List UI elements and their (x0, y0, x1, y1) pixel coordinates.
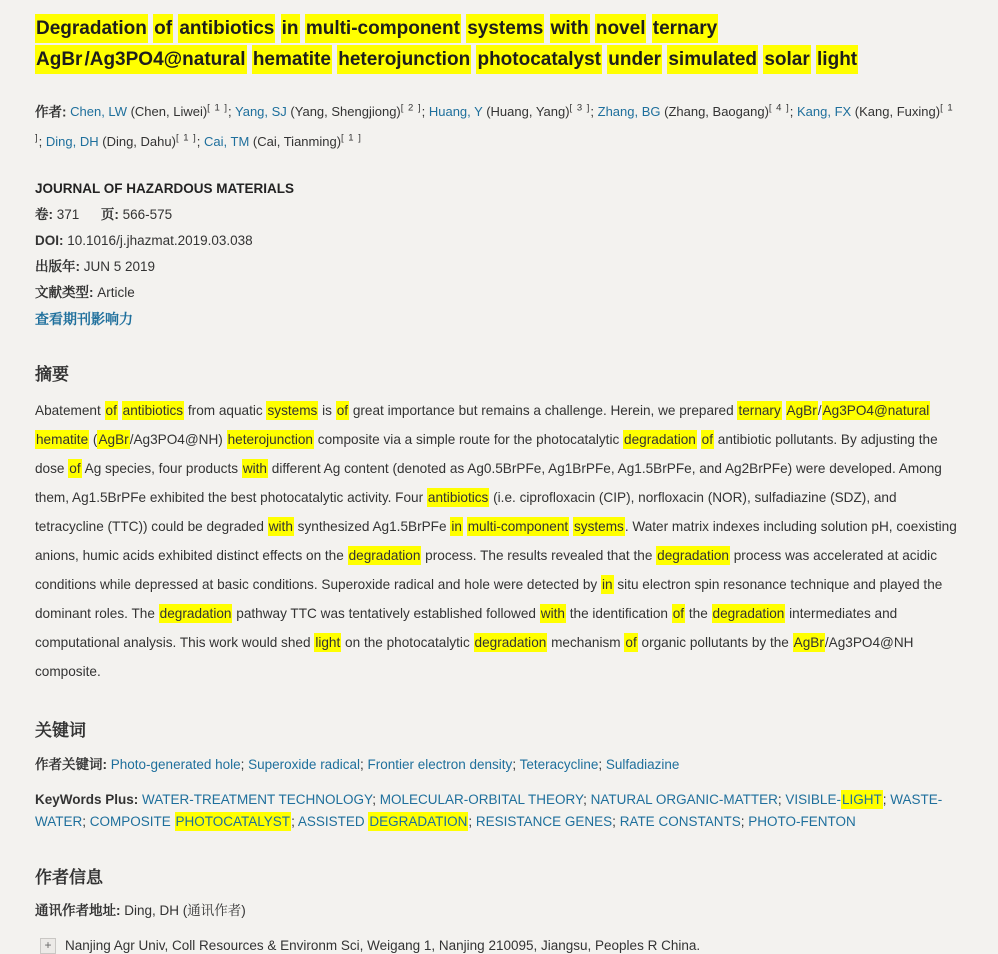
journal-name: JOURNAL OF HAZARDOUS MATERIALS (35, 180, 294, 196)
highlighted-term: systems (573, 518, 624, 534)
keyword-plus-link[interactable]: PHOTO-FENTON (748, 813, 856, 829)
keyword-plus-link[interactable]: RESISTANCE GENES (475, 813, 613, 829)
author-keyword-link[interactable]: Superoxide radical (248, 756, 360, 772)
highlighted-term: of (672, 605, 685, 621)
volume-label: 卷: (35, 206, 53, 222)
highlighted-term: /Ag3PO4@natural (83, 45, 246, 74)
highlighted-term: AgBr (793, 634, 824, 650)
highlighted-term: of (336, 402, 349, 418)
highlighted-term: ternary (738, 402, 781, 418)
author-link[interactable]: Ding, DH (45, 133, 99, 149)
keyword-plus-link[interactable]: RATE CONSTANTS (619, 813, 741, 829)
highlighted-term: with (242, 460, 267, 476)
keywords-header: 关键词 (35, 720, 86, 740)
highlighted-term: systems (466, 14, 544, 43)
journal-block (35, 181, 964, 330)
highlighted-term: heterojunction (337, 45, 471, 74)
keywords-plus-label: KeyWords Plus: (35, 791, 139, 807)
corresponding-author-value: Ding, DH (通讯作者) (124, 902, 246, 918)
highlighted-term: with (268, 518, 293, 534)
highlighted-term: degradation (348, 547, 421, 563)
volume-value: 371 (56, 206, 80, 222)
highlighted-term: light (315, 634, 341, 650)
keyword-plus-link[interactable]: NATURAL ORGANIC-MATTER (590, 791, 778, 807)
highlighted-term: multi-component (467, 518, 569, 534)
author-affiliation-sup: [ 1 ] (207, 103, 229, 114)
author-link[interactable]: Chen, LW (70, 104, 127, 120)
highlighted-term: with (540, 605, 565, 621)
highlighted-term: simulated (667, 45, 758, 74)
expand-address-button[interactable]: + (40, 938, 56, 954)
doc-type-value: Article (97, 284, 135, 300)
authors-list: Chen, LW (Chen, Liwei)[ 1 ]; Yang, SJ (Yang, Shengjiong)[ 2 ]; Huang, Y (Huang, Yang)[ 3 ]; Zhang, BG (Zhang, Baogang)[ 4 ]; Kang, FX (Kang, Fuxing)[ 1 ]; Ding, DH (Ding, Dahu)[ 1 ]; Cai, TM (Cai, Tianming)[ 1 ] (35, 103, 954, 149)
highlighted-term: of (69, 460, 81, 476)
keyword-plus-link[interactable]: COMPOSITE PHOTOCATALYST (89, 813, 291, 829)
doi-value: 10.1016/j.jhazmat.2019.03.038 (67, 232, 253, 248)
author-link[interactable]: Cai, TM (204, 133, 250, 149)
highlighted-term: Degradation (35, 14, 148, 43)
address-row (35, 938, 964, 954)
highlighted-term: degradation (712, 605, 785, 621)
doi-label: DOI: (35, 232, 64, 248)
doi-row (35, 231, 964, 251)
highlighted-term: multi-component (305, 14, 461, 43)
corresponding-author-row (35, 901, 964, 921)
keyword-plus-link[interactable]: WATER-TREATMENT TECHNOLOGY (142, 791, 373, 807)
author-keyword-link[interactable]: Teteracycline (519, 756, 599, 772)
corresponding-author-label: 通讯作者地址: (35, 902, 121, 918)
abstract-header: 摘要 (35, 364, 69, 384)
highlighted-term: of (153, 14, 173, 43)
pages-label: 页: (100, 206, 119, 222)
highlighted-term: LIGHT (841, 791, 882, 807)
address-text: Nanjing Agr Univ, Coll Resources & Environm Sci, Weigang 1, Nanjing 210095, Jiangsu, Peoples R China. (65, 937, 701, 953)
highlighted-term: in (281, 14, 300, 43)
highlighted-term: of (105, 402, 117, 418)
author-affiliation-sup: [ 2 ] (400, 103, 422, 114)
author-affiliation-sup: [ 3 ] (569, 103, 591, 114)
highlighted-term: degradation (624, 431, 696, 447)
highlighted-term: DEGRADATION (369, 813, 468, 829)
highlighted-term: degradation (474, 634, 547, 650)
volume-pages-row (35, 205, 964, 225)
author-link[interactable]: Huang, Y (428, 104, 483, 120)
keywords-plus-list: WATER-TREATMENT TECHNOLOGY; MOLECULAR-ORBITAL THEORY; NATURAL ORGANIC-MATTER; VISIBLE-LIGHT; WASTE-WATER; COMPOSITE PHOTOCATALYST; ASSISTED DEGRADATION; RESISTANCE GENES; RATE CONSTANTS; PHOTO-FENTON (35, 791, 943, 829)
highlighted-term: heterojunction (227, 431, 313, 447)
highlighted-term: of (701, 431, 713, 447)
author-affiliation-sup: [ 4 ] (768, 103, 790, 114)
highlighted-term: antibiotics (427, 489, 489, 505)
keyword-plus-link[interactable]: MOLECULAR-ORBITAL THEORY (379, 791, 584, 807)
authors-line (35, 96, 964, 155)
author-keyword-link[interactable]: Sulfadiazine (605, 756, 680, 772)
pub-year-row (35, 257, 964, 277)
abstract-text: Abatement of antibiotics from aquatic systems is of great importance but remains a challenge. Herein, we prepared ternary AgBr/Ag3PO4@natural hematite (AgBr/Ag3PO4@NH) heterojunction composite via a simple route for the photocatalytic degradation of antibiotic pollutants. By adjusting the dose of Ag species, four products with different Ag content (denoted as Ag0.5BrPFe, Ag1BrPFe, Ag1.5BrPFe, and Ag2BrPFe) were developed. Among them, Ag1.5BrPFe exhibited the best photocatalytic activity. Four antibiotics (i.e. ciprofloxacin (CIP), norfloxacin (NOR), sulfadiazine (SDZ), and tetracycline (TTC)) could be degraded with synthesized Ag1.5BrPFe in multi-component systems. Water matrix indexes including solution pH, coexisting anions, humic acids exhibited distinct effects on the degradation process. The results revealed that the degradation process was accelerated at acidic conditions while depressed at basic conditions. Superoxide radical and hole were detected by in situ electron spin resonance technique and played the dominant roles. The degradation pathway TTC was tentatively established followed with the identification of the degradation intermediates and computational analysis. This work would shed light on the photocatalytic degradation mechanism of organic pollutants by the AgBr/Ag3PO4@NH composite. (35, 402, 957, 679)
keywords-plus-row (35, 789, 964, 833)
author-affiliation-sup: [ 1 ] (341, 132, 362, 144)
doc-type-row (35, 283, 964, 303)
highlighted-term: under (607, 45, 662, 74)
highlighted-term: AgBr (98, 431, 129, 447)
authors-label: 作者: (35, 104, 67, 120)
highlighted-term: novel (595, 14, 647, 43)
author-info-header: 作者信息 (35, 867, 103, 887)
highlighted-term: photocatalyst (476, 45, 602, 74)
highlighted-term: solar (763, 45, 810, 74)
keyword-plus-link[interactable]: VISIBLE-LIGHT (785, 791, 882, 807)
pages-value: 566-575 (122, 206, 173, 222)
highlighted-term: antibiotics (178, 14, 275, 43)
keyword-plus-link[interactable]: WASTE-WATER (35, 791, 943, 829)
highlighted-term: PHOTOCATALYST (175, 813, 291, 829)
highlighted-term: hematite (252, 45, 332, 74)
author-link[interactable]: Zhang, BG (597, 104, 661, 120)
pub-year-label: 出版年: (35, 258, 80, 274)
pub-year-value: JUN 5 2019 (83, 258, 156, 274)
highlighted-term: in (451, 518, 462, 534)
highlighted-term: of (625, 634, 637, 650)
highlighted-term: Ag3PO4@natural (822, 402, 930, 418)
author-link[interactable]: Yang, SJ (235, 104, 287, 120)
highlighted-term: light (816, 45, 858, 74)
highlighted-term: hematite (36, 431, 89, 447)
highlighted-term: degradation (159, 605, 232, 621)
author-keyword-link[interactable]: Photo-generated hole (110, 756, 241, 772)
highlighted-term: AgBr (35, 45, 83, 74)
author-keywords-label: 作者关键词: (35, 756, 107, 772)
highlighted-term: antibiotics (122, 402, 184, 418)
author-keywords-row (35, 754, 964, 776)
author-affiliation-sup: [ 1 ] (175, 132, 197, 144)
author-keyword-link[interactable]: Frontier electron density (367, 756, 513, 772)
author-keywords-list: Photo-generated hole; Superoxide radical; Frontier electron density; Teteracycline; Sulfadiazine (110, 756, 680, 772)
journal-impact-link[interactable]: 查看期刊影响力 (35, 310, 133, 327)
author-affiliation-sup: [ 1 ] (35, 103, 954, 144)
page-title (35, 13, 925, 75)
highlighted-term: in (602, 576, 613, 592)
highlighted-term: ternary (652, 14, 718, 43)
highlighted-term: with (550, 14, 590, 43)
keyword-plus-link[interactable]: ASSISTED DEGRADATION (297, 813, 468, 829)
highlighted-term: degradation (657, 547, 729, 563)
highlighted-term: systems (267, 402, 318, 418)
highlighted-term: AgBr (786, 402, 817, 418)
doc-type-label: 文献类型: (35, 284, 94, 300)
author-link[interactable]: Kang, FX (796, 104, 852, 120)
